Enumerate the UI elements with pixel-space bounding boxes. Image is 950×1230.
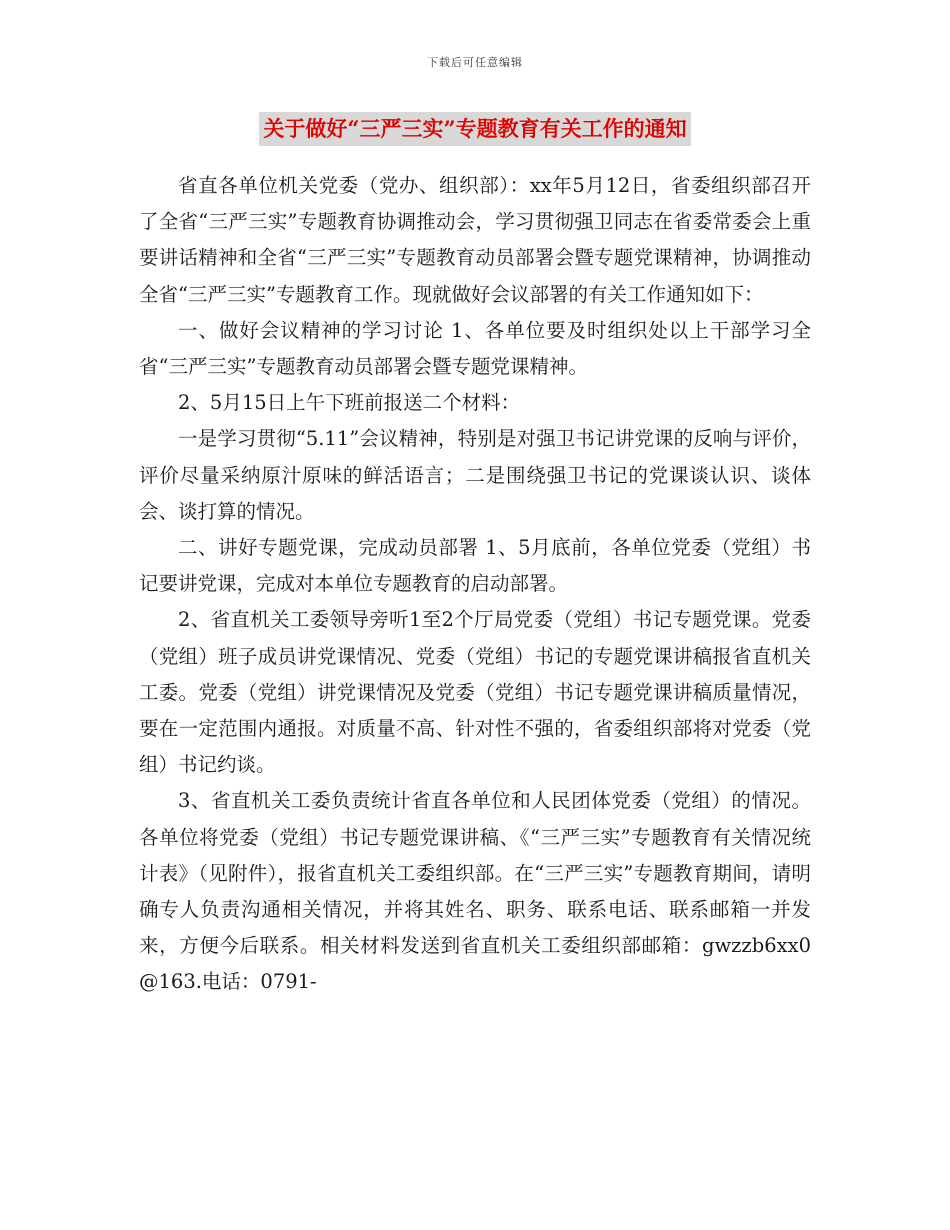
paragraph-salutation: 省直各单位机关党委（党办、组织部）：xx年5月12日，省委组织部召开了全省“三严三实”专题教育协调推动会，学习贯彻强卫同志在省委常委会上重要讲话精神和全省“三严三实”专题教育动员部署会暨专题党课精神，协调推动全省“三严三实”专题教育工作。现就做好会议部署的有关工作通知如下： [139, 174, 811, 306]
title-container [0, 112, 950, 146]
document-title: 关于做好“三严三实”专题教育有关工作的通知 [259, 112, 690, 146]
paragraph-item-3-statistics: 3、省直机关工委负责统计省直各单位和人民团体党委（党组）的情况。各单位将党委（党组）书记专题党课讲稿、《“三严三实”专题教育有关情况统计表》（见附件），报省直机关工委组织部。在“三严三实”专题教育期间，请明确专人负责沟通相关情况，并将其姓名、职务、联系电话、联系邮箱一并发来，方便今后联系。相关材料发送到省直机关工委组织部邮箱：gwzzb6xx0@163.电话：0791- [139, 789, 811, 994]
paragraph-section-2: 二、讲好专题党课，完成动员部署 1、5月底前，各单位党委（党组）书记要讲党课，完成对本单位专题教育的启动部署。 [139, 536, 811, 596]
header-note: 下载后可任意编辑 [427, 56, 523, 69]
document-body [139, 168, 811, 1001]
paragraph-item-2-party-lecture: 2、省直机关工委领导旁听1至2个厅局党委（党组）书记专题党课。党委（党组）班子成员讲党课情况、党委（党组）书记的专题党课讲稿报省直机关工委。党委（党组）讲党课情况及党委（党组）书记专题党课讲稿质量情况，要在一定范围内通报。对质量不高、针对性不强的，省委组织部将对党委（党组）书记约谈。 [139, 608, 811, 777]
paragraph-item-2: 2、5月15日上午下班前报送二个材料： [178, 391, 521, 415]
paragraph-materials: 一是学习贯彻“5.11”会议精神，特别是对强卫书记讲党课的反响与评价，评价尽量采纳原汁原味的鲜活语言；二是围绕强卫书记的党课谈认识、谈体会、谈打算的情况。 [139, 427, 811, 523]
paragraph-section-1: 一、做好会议精神的学习讨论 1、各单位要及时组织处以上干部学习全省“三严三实”专题教育动员部署会暨专题党课精神。 [139, 318, 811, 379]
